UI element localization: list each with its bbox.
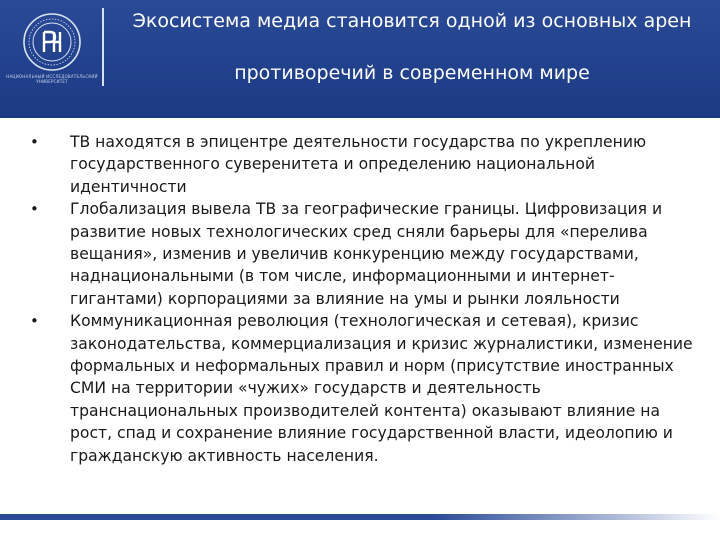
university-emblem-icon — [10, 10, 94, 74]
bullet-marker: • — [30, 312, 39, 331]
title-line-2: противоречий в современном мире — [234, 62, 590, 84]
bullet-item — [30, 131, 695, 198]
bullet-marker: • — [30, 133, 39, 151]
bullet-text: ТВ находятся в эпицентре деятельности государства по укреплению государственного суверенитета и определению национальной идентичности — [70, 133, 647, 196]
bullet-list — [30, 131, 695, 467]
title-line-1: Экосистема медиа становится одной из основных арен — [132, 10, 692, 32]
bullet-item — [30, 198, 695, 310]
header-bar — [0, 0, 720, 118]
slide-title — [112, 0, 712, 118]
bullet-text: Коммуникационная революция (технологическая и сетевая), кризис законодательства, коммерциализация и кризис журналистики, изменение формальных и неформальных правил и норм (присутствие иностранных СМИ на территории «чужих» государств и деятельность транснациональных производителей контента) оказывают влияние на рост, спад и сохранение влияние государственной власти, идеолопию и гражданскую активность населения. — [70, 312, 693, 465]
bullet-marker: • — [30, 200, 39, 219]
bullet-item — [30, 310, 695, 467]
footer-bar — [0, 514, 720, 520]
logo-caption: НАЦИОНАЛЬНЫЙ ИССЛЕДОВАТЕЛЬСКИЙ УНИВЕРСИТЕТ — [6, 74, 98, 84]
bullet-text: Глобализация вывела ТВ за географические границы. Цифровизация и развитие новых технологических сред сняли барьеры для «перелива вещания», изменив и увеличив конкуренцию между государствами, наднациональными (в том числе, информационными и интернет-гигантами) корпорациями за влияние на умы и рынки лояльности — [70, 200, 663, 308]
header-divider — [102, 8, 104, 86]
